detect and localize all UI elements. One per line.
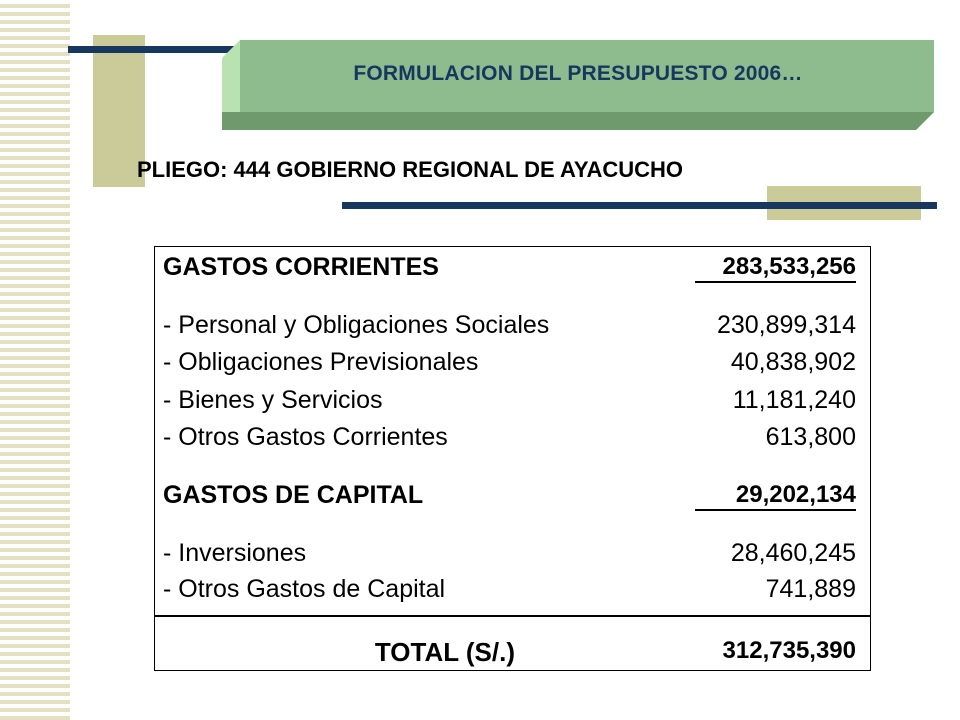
total-label: TOTAL (S/.) [374,637,515,667]
item-value: 230,899,314 [716,311,856,339]
gastos-corrientes-total: 283,533,256 [695,253,856,283]
item-label: - Inversiones [163,539,307,567]
total-value: 312,735,390 [722,637,856,664]
item-label: - Otros Gastos de Capital [163,575,446,603]
page-title: FORMULACION DEL PRESUPUESTO 2006… [353,62,803,85]
total-separator [155,615,870,617]
navy-bar-top [68,46,238,53]
title-banner [222,40,934,130]
item-label: - Obligaciones Previsionales [163,348,479,376]
striped-margin [0,0,70,720]
total-row [155,637,870,671]
budget-table [154,246,871,671]
item-value: 28,460,245 [730,539,856,567]
table-row [155,539,870,573]
navy-bar-bottom [342,202,937,209]
subtitle: PLIEGO: 444 GOBIERNO REGIONAL DE AYACUCHO [137,157,684,182]
item-label: - Personal y Obligaciones Sociales [163,311,550,339]
item-value: 11,181,240 [732,386,856,414]
item-label: - Otros Gastos Corrientes [163,423,448,451]
gastos-capital-total: 29,202,134 [695,481,856,511]
table-row [155,348,870,382]
gastos-capital-label: GASTOS DE CAPITAL [163,481,424,509]
table-row [155,311,870,345]
table-row [155,575,870,609]
item-value: 613,800 [765,423,856,451]
item-value: 40,838,902 [730,348,856,376]
gastos-corrientes-row [155,253,870,287]
gastos-capital-row [155,481,870,515]
item-value: 741,889 [765,575,856,603]
table-row [155,386,870,420]
gastos-corrientes-label: GASTOS CORRIENTES [163,253,439,281]
item-label: - Bienes y Servicios [163,386,383,414]
table-row [155,423,870,457]
